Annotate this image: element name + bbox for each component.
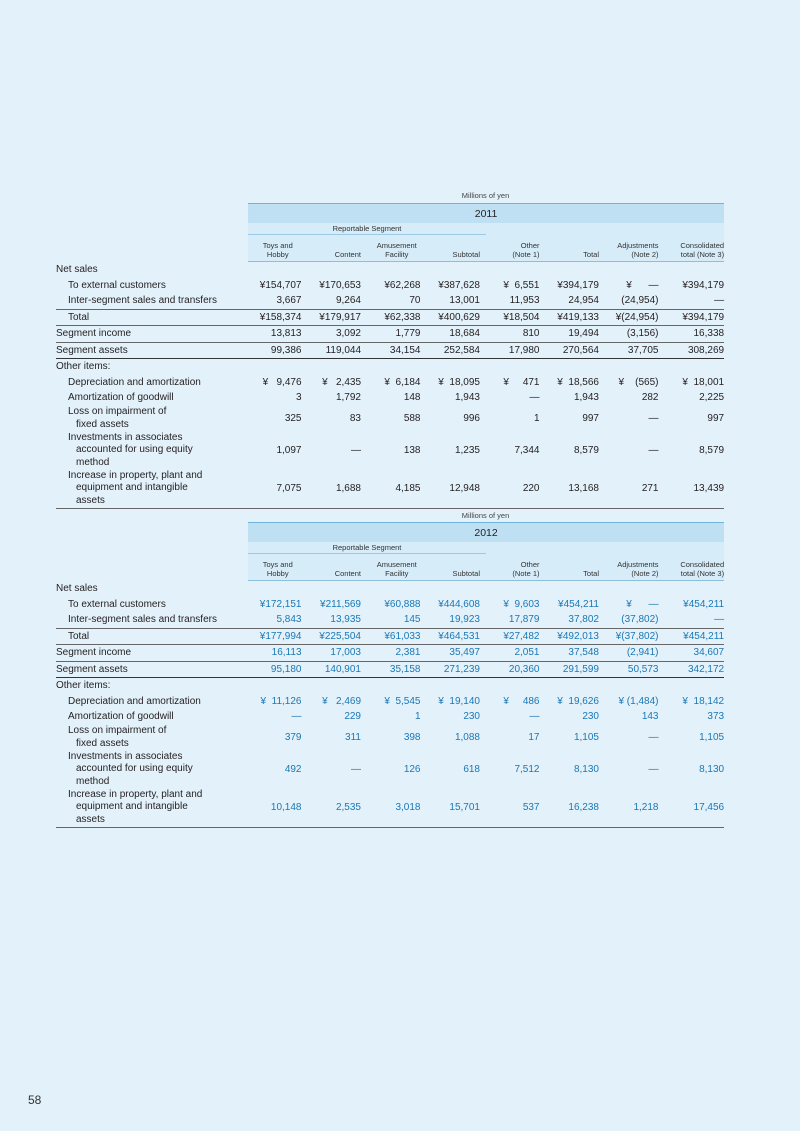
segment-income-row <box>56 645 724 662</box>
value-cell: ¥ 18,566 <box>557 376 599 388</box>
value-cell: 9,264 <box>335 295 361 307</box>
value-cell <box>486 581 546 597</box>
value-cell <box>665 359 725 375</box>
value-cell <box>546 359 606 375</box>
row-label: Depreciation and amortization <box>68 695 201 707</box>
value-cell <box>367 359 427 375</box>
value-cell: 3,018 <box>367 789 427 828</box>
row-label: Net sales <box>56 583 98 594</box>
value-cell: 10,148 <box>248 789 308 828</box>
value-cell <box>605 678 665 694</box>
value-cell: 17,980 <box>486 342 546 359</box>
value-cell: 379 <box>284 732 302 743</box>
row-label: Total <box>56 309 248 326</box>
col-header-subtotal: Subtotal <box>427 554 487 581</box>
value-cell: 8,130 <box>573 764 599 775</box>
value-cell: ¥454,211 <box>558 598 599 610</box>
value-cell: ¥394,179 <box>682 279 725 291</box>
value-cell: 230 <box>463 711 480 723</box>
value-cell: ¥ 11,126 <box>260 695 302 707</box>
col-header-total: Total <box>546 554 606 581</box>
col-header-total: Total <box>546 235 606 262</box>
value-cell <box>665 262 725 278</box>
value-cell: 810 <box>486 326 546 343</box>
units-label-2012: Millions of yen <box>461 511 510 520</box>
value-cell: 1,688 <box>308 470 368 509</box>
value-cell: 16,338 <box>665 326 725 343</box>
value-cell: — <box>714 295 725 307</box>
value-cell: 95,180 <box>248 661 308 678</box>
page-number: 58 <box>28 1093 42 1107</box>
impairment-loss-row <box>56 725 724 751</box>
segment-assets-row <box>56 342 724 359</box>
value-cell: 19,923 <box>449 614 480 626</box>
value-cell: 311 <box>345 732 361 743</box>
table-body-2011 <box>56 262 724 509</box>
value-cell <box>248 262 308 278</box>
value-cell: 1,105 <box>699 732 725 743</box>
value-cell: 37,548 <box>546 645 606 662</box>
value-cell: 18,684 <box>427 326 487 343</box>
value-cell: ¥ 9,476 <box>262 376 302 388</box>
value-cell <box>546 262 606 278</box>
value-cell: 229 <box>344 711 361 723</box>
value-cell: 16,113 <box>248 645 308 662</box>
reportable-segment-header: Reportable Segment <box>248 223 486 235</box>
row-label-line: assets <box>76 494 105 506</box>
value-cell: 492 <box>284 764 302 775</box>
row-label-line: accounted for using equity <box>76 763 193 775</box>
row-label-line: Increase in property, plant and <box>68 469 203 481</box>
other-items-header <box>56 678 724 694</box>
row-label: Inter-segment sales and transfers <box>68 614 217 626</box>
value-cell: 12,948 <box>427 470 487 509</box>
goodwill-amortization-row <box>56 709 724 725</box>
value-cell: ¥444,608 <box>438 598 480 610</box>
value-cell: 618 <box>463 764 480 775</box>
inter-segment-row <box>56 293 724 309</box>
ppe-increase-row <box>56 470 724 509</box>
value-cell <box>665 678 725 694</box>
ppe-increase-row <box>56 789 724 828</box>
row-label-line: assets <box>76 813 105 825</box>
value-cell: ¥394,179 <box>557 279 599 291</box>
value-cell: 7,075 <box>248 470 308 509</box>
col-header-adjustments: Adjustments (Note 2) <box>605 235 665 262</box>
value-cell: ¥454,211 <box>665 628 725 645</box>
row-label: Amortization of goodwill <box>68 392 174 404</box>
row-label <box>56 432 248 470</box>
value-cell <box>546 581 606 597</box>
value-cell: 1,088 <box>454 732 480 743</box>
col-header-consolidated: Consolidated total (Note 3) <box>665 235 725 262</box>
value-cell <box>248 581 308 597</box>
value-cell: ¥ 6,551 <box>503 279 540 291</box>
value-cell: 2,051 <box>486 645 546 662</box>
value-cell: 230 <box>582 711 599 723</box>
value-cell <box>367 678 427 694</box>
value-cell: (2,941) <box>605 645 665 662</box>
row-label: Segment assets <box>56 342 248 359</box>
value-cell: 13,001 <box>449 295 480 307</box>
row-label-line: Investments in associates <box>68 431 183 443</box>
year-header: 2012 <box>248 523 724 543</box>
to-external-customers-row <box>56 278 724 294</box>
equity-investments-row <box>56 432 724 470</box>
value-cell: 4,185 <box>367 470 427 509</box>
value-cell: — <box>351 445 361 456</box>
value-cell: ¥62,268 <box>384 279 421 291</box>
reportable-segment-header: Reportable Segment <box>248 542 486 554</box>
value-cell: 138 <box>403 445 421 456</box>
row-label: Inter-segment sales and transfers <box>68 295 217 307</box>
row-label <box>56 725 248 751</box>
depreciation-row <box>56 694 724 710</box>
value-cell: 3,092 <box>308 326 368 343</box>
value-cell: ¥ (1,484) <box>618 695 659 707</box>
segment-assets-row <box>56 661 724 678</box>
value-cell: 1,792 <box>335 392 361 404</box>
value-cell: ¥158,374 <box>248 309 308 326</box>
value-cell: 8,130 <box>699 764 725 775</box>
value-cell <box>665 581 725 597</box>
impairment-loss-row <box>56 406 724 432</box>
value-cell: 997 <box>707 413 725 424</box>
value-cell: 13,439 <box>665 470 725 509</box>
value-cell: 8,579 <box>573 445 599 456</box>
value-cell: ¥(24,954) <box>605 309 665 326</box>
value-cell: 8,579 <box>699 445 725 456</box>
row-label-line: method <box>76 775 110 787</box>
net-sales-header <box>56 581 724 597</box>
value-cell: (37,802) <box>621 614 659 626</box>
value-cell: — <box>714 614 725 626</box>
value-cell: 270,564 <box>546 342 606 359</box>
value-cell <box>546 678 606 694</box>
value-cell: 37,705 <box>605 342 665 359</box>
value-cell <box>367 262 427 278</box>
value-cell <box>308 262 368 278</box>
value-cell: ¥62,338 <box>367 309 427 326</box>
row-label-line: equipment and intangible <box>76 801 188 813</box>
value-cell <box>427 678 487 694</box>
value-cell: (3,156) <box>605 326 665 343</box>
value-cell: 13,935 <box>330 614 361 626</box>
value-cell <box>367 581 427 597</box>
value-cell: ¥225,504 <box>308 628 368 645</box>
value-cell: 3 <box>295 392 302 404</box>
segment-table-2012-section <box>56 522 724 828</box>
value-cell: 145 <box>403 614 421 626</box>
value-cell: 282 <box>641 392 659 404</box>
row-label-line: Loss on impairment of <box>68 725 167 736</box>
col-header-toys-hobby: Toys and Hobby <box>248 554 308 581</box>
col-header-other: Other (Note 1) <box>486 554 546 581</box>
col-header-amusement-facility: Amusement Facility <box>367 554 427 581</box>
value-cell: ¥172,151 <box>259 598 302 610</box>
equity-investments-row <box>56 751 724 789</box>
value-cell: 119,044 <box>308 342 368 359</box>
value-cell: 13,813 <box>248 326 308 343</box>
value-cell: ¥179,917 <box>308 309 368 326</box>
value-cell: — <box>291 711 302 723</box>
value-cell: 34,607 <box>665 645 725 662</box>
value-cell <box>308 581 368 597</box>
value-cell: ¥ 19,626 <box>557 695 599 707</box>
value-cell: 291,599 <box>546 661 606 678</box>
value-cell <box>427 262 487 278</box>
total-row <box>56 309 724 326</box>
value-cell: 126 <box>403 764 421 775</box>
row-label <box>56 470 248 509</box>
value-cell: 373 <box>707 711 725 723</box>
value-cell: 1,105 <box>573 732 599 743</box>
value-cell: 1 <box>533 413 540 424</box>
value-cell: 1 <box>414 711 421 723</box>
value-cell: 24,954 <box>568 295 599 307</box>
value-cell <box>605 359 665 375</box>
value-cell: 271,239 <box>427 661 487 678</box>
value-cell: ¥ 2,469 <box>322 695 361 707</box>
col-header-other: Other (Note 1) <box>486 235 546 262</box>
row-label-line: Investments in associates <box>68 750 183 762</box>
value-cell: 7,512 <box>514 764 540 775</box>
value-cell <box>248 678 308 694</box>
value-cell: 325 <box>284 413 302 424</box>
value-cell: 7,344 <box>514 445 540 456</box>
row-label <box>56 789 248 828</box>
row-label: Other items: <box>56 361 111 373</box>
value-cell: ¥454,211 <box>683 598 725 610</box>
value-cell: 398 <box>403 732 421 743</box>
inter-segment-row <box>56 612 724 628</box>
value-cell: 16,238 <box>546 789 606 828</box>
value-cell: 1,235 <box>454 445 480 456</box>
value-cell: ¥ 5,545 <box>384 695 421 707</box>
value-cell: 37,802 <box>568 614 599 626</box>
value-cell: ¥492,013 <box>546 628 606 645</box>
value-cell: ¥61,033 <box>367 628 427 645</box>
value-cell <box>427 581 487 597</box>
row-label: Other items: <box>56 680 111 692</box>
value-cell: 17,456 <box>665 789 725 828</box>
value-cell: ¥(37,802) <box>605 628 665 645</box>
value-cell: 50,573 <box>605 661 665 678</box>
value-cell: ¥ 18,001 <box>682 376 725 388</box>
value-cell: 99,386 <box>248 342 308 359</box>
row-label: To external customers <box>68 279 166 291</box>
row-label-line: method <box>76 456 110 468</box>
value-cell: ¥18,504 <box>486 309 546 326</box>
value-cell: ¥ 486 <box>503 695 540 707</box>
value-cell: ¥ (565) <box>618 376 659 388</box>
value-cell: 5,843 <box>276 614 302 626</box>
value-cell <box>486 359 546 375</box>
segment-table-2011 <box>56 203 724 509</box>
value-cell: — <box>351 764 361 775</box>
value-cell: ¥60,888 <box>384 598 421 610</box>
value-cell: 1,943 <box>573 392 599 404</box>
segment-income-row <box>56 326 724 343</box>
value-cell <box>427 359 487 375</box>
value-cell <box>308 359 368 375</box>
row-label-line: equipment and intangible <box>76 482 188 494</box>
value-cell: 35,158 <box>367 661 427 678</box>
value-cell: 996 <box>463 413 480 424</box>
value-cell: ¥ — <box>626 279 659 291</box>
value-cell: 17 <box>528 732 540 743</box>
col-header-subtotal: Subtotal <box>427 235 487 262</box>
value-cell: 1,779 <box>367 326 427 343</box>
value-cell: 1,218 <box>605 789 665 828</box>
value-cell: ¥154,707 <box>259 279 302 291</box>
value-cell: 308,269 <box>665 342 725 359</box>
depreciation-row <box>56 375 724 391</box>
value-cell: 143 <box>641 711 659 723</box>
value-cell: ¥ 6,184 <box>384 376 421 388</box>
value-cell: 34,154 <box>367 342 427 359</box>
value-cell <box>605 581 665 597</box>
value-cell: — <box>529 711 540 723</box>
col-header-content: Content <box>308 235 368 262</box>
value-cell: ¥170,653 <box>319 279 361 291</box>
value-cell: — <box>648 732 659 743</box>
other-items-header <box>56 359 724 375</box>
value-cell: 17,003 <box>308 645 368 662</box>
value-cell: — <box>648 413 659 424</box>
row-label: Total <box>56 628 248 645</box>
value-cell: 19,494 <box>546 326 606 343</box>
row-label <box>56 751 248 789</box>
value-cell: ¥ 19,140 <box>438 695 480 707</box>
value-cell: 15,701 <box>427 789 487 828</box>
value-cell: 35,497 <box>427 645 487 662</box>
segment-table-2012 <box>56 522 724 828</box>
value-cell: ¥394,179 <box>665 309 725 326</box>
to-external-customers-row <box>56 597 724 613</box>
value-cell: ¥ 2,435 <box>322 376 361 388</box>
value-cell: 342,172 <box>665 661 725 678</box>
value-cell: ¥400,629 <box>427 309 487 326</box>
value-cell <box>605 262 665 278</box>
value-cell: (24,954) <box>621 295 659 307</box>
value-cell: ¥211,569 <box>320 598 361 610</box>
value-cell: 252,584 <box>427 342 487 359</box>
value-cell <box>308 678 368 694</box>
row-label-line: Loss on impairment of <box>68 406 167 417</box>
row-label: Amortization of goodwill <box>68 711 174 723</box>
value-cell: ¥ 18,095 <box>438 376 480 388</box>
value-cell: 20,360 <box>486 661 546 678</box>
value-cell: 2,381 <box>367 645 427 662</box>
net-sales-header <box>56 262 724 278</box>
col-header-content: Content <box>308 554 368 581</box>
value-cell: 1,943 <box>454 392 480 404</box>
value-cell: ¥ 9,603 <box>503 598 540 610</box>
value-cell: ¥464,531 <box>427 628 487 645</box>
value-cell: 13,168 <box>546 470 606 509</box>
value-cell: ¥ 471 <box>503 376 540 388</box>
col-header-toys-hobby: Toys and Hobby <box>248 235 308 262</box>
value-cell: 537 <box>486 789 546 828</box>
value-cell: 997 <box>582 413 599 424</box>
value-cell: ¥419,133 <box>546 309 606 326</box>
value-cell: 3,667 <box>276 295 302 307</box>
row-label <box>56 406 248 432</box>
row-label: Segment assets <box>56 661 248 678</box>
table-body-2012 <box>56 581 724 828</box>
value-cell: 271 <box>605 470 665 509</box>
row-label-line: fixed assets <box>76 737 129 749</box>
value-cell: 2,535 <box>308 789 368 828</box>
value-cell <box>486 678 546 694</box>
value-cell: 70 <box>409 295 421 307</box>
value-cell: 220 <box>486 470 546 509</box>
segment-table-2011-section <box>56 203 724 509</box>
total-row <box>56 628 724 645</box>
row-label: Net sales <box>56 264 98 275</box>
value-cell: 148 <box>403 392 421 404</box>
value-cell: ¥387,628 <box>438 279 480 291</box>
col-header-consolidated: Consolidated total (Note 3) <box>665 554 725 581</box>
row-label: Segment income <box>56 645 248 662</box>
value-cell: 11,953 <box>509 295 540 307</box>
value-cell: — <box>529 392 540 404</box>
value-cell: 83 <box>349 413 361 424</box>
value-cell: 140,901 <box>308 661 368 678</box>
col-header-adjustments: Adjustments (Note 2) <box>605 554 665 581</box>
row-label-line: accounted for using equity <box>76 444 193 456</box>
row-label: To external customers <box>68 598 166 610</box>
value-cell: ¥ 18,142 <box>682 695 725 707</box>
value-cell: 2,225 <box>699 392 725 404</box>
row-label: Segment income <box>56 326 248 343</box>
value-cell: ¥ — <box>626 598 659 610</box>
value-cell <box>248 359 308 375</box>
col-header-amusement-facility: Amusement Facility <box>367 235 427 262</box>
value-cell: ¥177,994 <box>248 628 308 645</box>
units-label-2011: Millions of yen <box>461 191 510 200</box>
value-cell: — <box>648 764 659 775</box>
value-cell: — <box>648 445 659 456</box>
value-cell <box>486 262 546 278</box>
row-label-line: Increase in property, plant and <box>68 788 203 800</box>
row-label: Depreciation and amortization <box>68 376 201 388</box>
value-cell: 1,097 <box>276 445 302 456</box>
value-cell: 17,879 <box>508 614 540 626</box>
value-cell: ¥27,482 <box>486 628 546 645</box>
year-header: 2011 <box>248 204 724 224</box>
goodwill-amortization-row <box>56 390 724 406</box>
value-cell: 588 <box>403 413 421 424</box>
row-label-line: fixed assets <box>76 418 129 430</box>
